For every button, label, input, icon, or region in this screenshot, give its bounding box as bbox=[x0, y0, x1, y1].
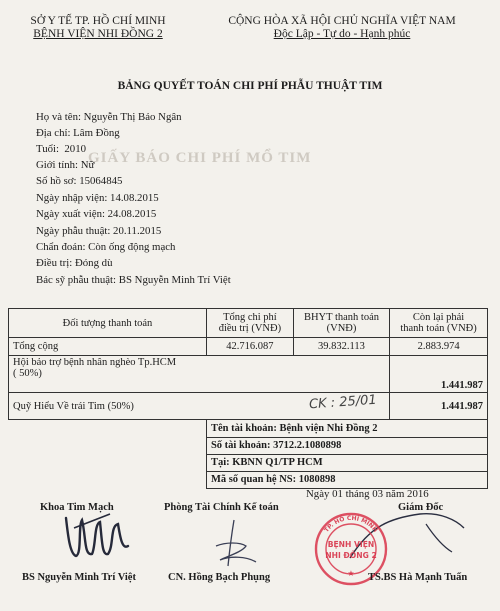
record-number: Số hồ sơ: 15064845 bbox=[36, 175, 123, 187]
sign-name-finance: CN. Hồng Bạch Phụng bbox=[168, 572, 271, 583]
header-subject: Đối tượng thanh toán bbox=[9, 309, 207, 338]
fund-label-cell bbox=[9, 393, 390, 420]
total-label: Tổng cộng bbox=[9, 338, 207, 356]
table-row-ns bbox=[9, 471, 488, 488]
table-row-bank bbox=[9, 454, 488, 471]
stamp-line2: NHI ĐỒNG 2 bbox=[325, 551, 377, 560]
total-remain: 2.883.974 bbox=[390, 338, 488, 356]
account-name: Tên tài khoản: Bệnh viện Nhi Đồng 2 bbox=[206, 420, 487, 438]
sign-title-director: Giám Đốc bbox=[398, 502, 444, 513]
patient-name: Họ và tên: Nguyễn Thị Bảo Ngân bbox=[36, 111, 182, 123]
header-total: Tổng chi phí điều trị (VNĐ) bbox=[206, 309, 293, 338]
settlement-table bbox=[8, 308, 488, 489]
table-row-charity bbox=[9, 356, 488, 393]
table-row-account-number bbox=[9, 437, 488, 454]
table-row-fund bbox=[9, 393, 488, 420]
charity-label-cell bbox=[9, 356, 390, 393]
surgery-date: Ngày phẫu thuật: 20.11.2015 bbox=[36, 225, 162, 237]
account-number: Số tài khoản: 3712.2.1080898 bbox=[206, 437, 487, 454]
sign-title-finance: Phòng Tài Chính Kế toán bbox=[164, 502, 279, 513]
country-motto: Độc Lập - Tự do - Hạnh phúc bbox=[273, 28, 411, 40]
header-bhyt: BHYT thanh toán (VNĐ) bbox=[293, 309, 389, 338]
total-bhyt: 39.832.113 bbox=[293, 338, 389, 356]
treatment: Điều trị: Đóng dù bbox=[36, 257, 113, 269]
country-name: CỘNG HÒA XÃ HỘI CHỦ NGHĨA VIỆT NAM bbox=[228, 15, 456, 27]
fund-label: Quỹ Hiểu Về trái Tim (50%) bbox=[13, 400, 134, 412]
document-title: BẢNG QUYẾT TOÁN CHI PHÍ PHẪU THUẬT TIM bbox=[117, 80, 383, 92]
ministry-name: SỞ Y TẾ TP. HỒ CHÍ MINH bbox=[30, 15, 166, 27]
surgeon: Bác sỹ phẫu thuật: BS Nguyễn Minh Trí Việt bbox=[36, 274, 231, 286]
table-row-total bbox=[9, 338, 488, 356]
signature-cardiology-icon bbox=[62, 506, 132, 566]
bank-name: Tại: KBNN Q1/TP HCM bbox=[206, 454, 487, 471]
handwritten-note: CK : 25/01 bbox=[308, 392, 378, 413]
hospital-name: BỆNH VIỆN NHI ĐỒNG 2 bbox=[33, 28, 163, 40]
sign-name-director: TS.BS Hà Mạnh Tuấn bbox=[368, 572, 468, 583]
stamp-star-icon: ★ bbox=[347, 569, 355, 578]
table-row-account-name bbox=[9, 420, 488, 438]
stamp-line1: BỆNH VIỆN bbox=[327, 540, 375, 549]
patient-age: Tuổi: 2010 bbox=[36, 143, 87, 155]
sign-name-cardiology: BS Nguyễn Minh Trí Việt bbox=[22, 572, 136, 583]
patient-address: Địa chỉ: Lâm Đồng bbox=[36, 127, 120, 139]
total-cost: 42.716.087 bbox=[206, 338, 293, 356]
patient-gender: Giới tính: Nữ bbox=[36, 159, 95, 171]
charity-label: Hội bảo trợ bệnh nhân nghèo Tp.HCM bbox=[13, 357, 177, 368]
sign-date: Ngày 01 tháng 03 năm 2016 bbox=[306, 488, 429, 500]
admission-date: Ngày nhập viện: 14.08.2015 bbox=[36, 192, 159, 204]
watermark-text: GIẤY BÁO CHI PHÍ MỔ TIM bbox=[88, 150, 312, 166]
discharge-date: Ngày xuất viện: 24.08.2015 bbox=[36, 208, 157, 220]
sign-title-cardiology: Khoa Tim Mạch bbox=[40, 502, 114, 513]
ns-code: Mã số quan hệ NS: 1080898 bbox=[206, 471, 487, 488]
header-remain: Còn lại phải thanh toán (VNĐ) bbox=[390, 309, 488, 338]
charity-percent: ( 50%) bbox=[13, 368, 42, 379]
charity-remain: 1.441.987 bbox=[390, 356, 488, 393]
table-header-row bbox=[9, 309, 488, 338]
signature-finance-icon bbox=[206, 516, 266, 572]
stamp-ring-text: TP. HỒ CHÍ MINH bbox=[323, 514, 379, 534]
fund-remain: 1.441.987 bbox=[390, 393, 488, 420]
diagnosis: Chẩn đoán: Còn ống động mạch bbox=[36, 241, 176, 253]
